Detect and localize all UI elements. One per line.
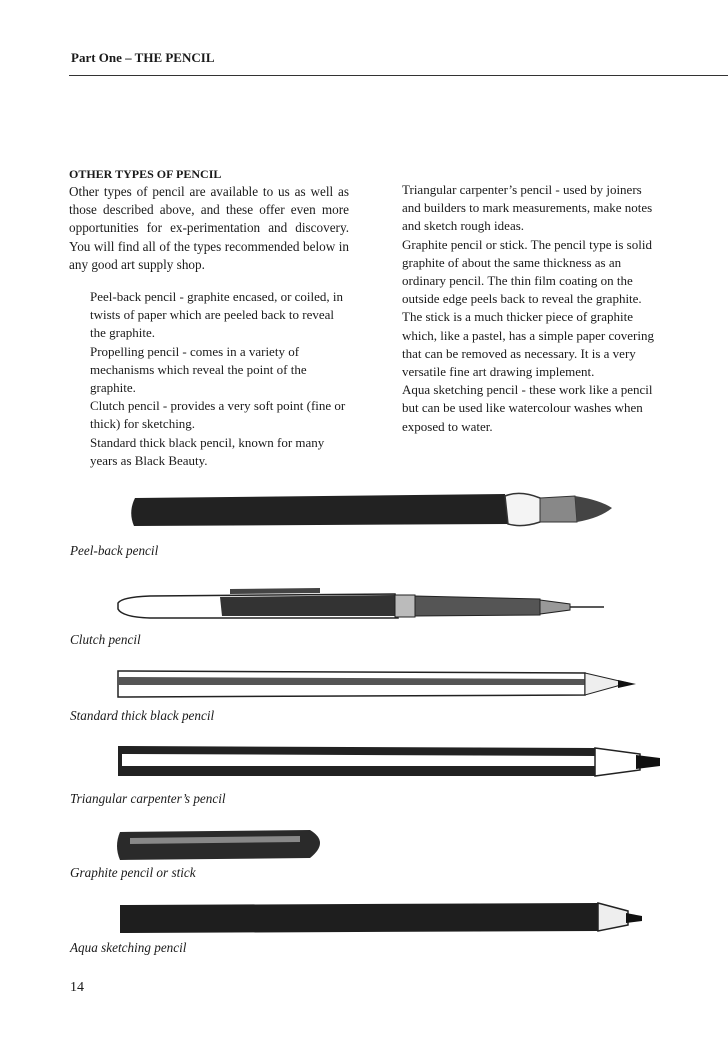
- list-item: Clutch pencil - provides a very soft point (fine or thick) for sketching.: [90, 398, 346, 432]
- running-header: Part One – THE PENCIL: [71, 50, 215, 65]
- list-item: Graphite pencil or stick. The pencil type is solid graphite of about the same thickness as an ordinary pencil. The thin film coating on the outside edge peels back to reveal the graphite. The stick is a much thicker piece of graphite which, like a pastel, has a simple paper covering that can be removed as necessary. It is a very versatile fine art drawing implement.: [402, 236, 654, 380]
- list-item: Standard thick black pencil, known for many years as Black Beauty.: [90, 434, 325, 468]
- list-item: Peel-back pencil - graphite encased, or coiled, in twists of paper which are peeled back to reveal the graphite.: [90, 289, 344, 341]
- caption-graphite: Graphite pencil or stick: [70, 865, 196, 880]
- caption-clutch: Clutch pencil: [70, 632, 141, 647]
- page-number: 14: [70, 980, 84, 995]
- aqua-pencil-illustration: [0, 897, 728, 939]
- caption-standard: Standard thick black pencil: [70, 708, 215, 723]
- standard-pencil-illustration: [0, 663, 728, 705]
- list-item: Aqua sketching pencil - these work like a pencil but can be used like watercolour washes when exposed to water.: [402, 382, 653, 434]
- list-item: Triangular carpenter’s pencil - used by joiners and builders to mark measurements, make notes and sketch rough ideas.: [402, 182, 653, 234]
- right-column: [402, 181, 662, 436]
- caption-carpenter: Triangular carpenter’s pencil: [70, 791, 226, 806]
- peel-back-pencil-illustration: [0, 488, 728, 538]
- caption-aqua: Aqua sketching pencil: [70, 940, 187, 955]
- header-rule: [69, 75, 728, 76]
- left-column: [69, 167, 349, 470]
- list-item: Propelling pencil - comes in a variety of mechanisms which reveal the point of the graphite.: [90, 343, 307, 396]
- carpenter-pencil-illustration: [0, 742, 728, 782]
- intro-paragraph: Other types of pencil are available to us as well as those described above, and these offer even more opportunities for ex-perimentation and discovery. You will find all of the types recommended below in any good art supply shop.: [69, 184, 349, 272]
- graphite-stick-illustration: [0, 824, 728, 866]
- caption-peel-back: Peel-back pencil: [70, 543, 159, 558]
- clutch-pencil-illustration: [0, 585, 728, 630]
- section-title: OTHER TYPES OF PENCIL: [69, 167, 222, 181]
- pencil-type-list: [90, 288, 349, 470]
